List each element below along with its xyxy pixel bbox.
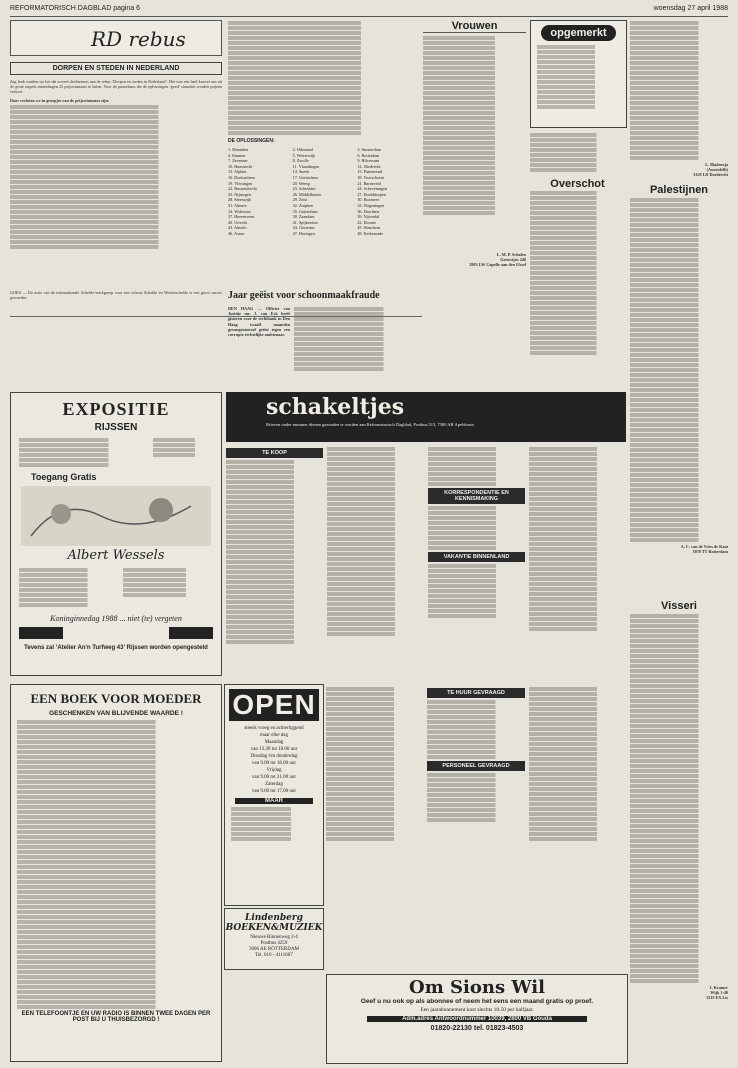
rebus-logo: [10, 20, 222, 56]
open-line-7: Vrijdag: [266, 768, 282, 773]
solution-item: 46. Assen: [228, 230, 245, 236]
solution-item: 30. Boxmeer: [357, 197, 379, 203]
sions-price: Een jaarabonnement kost slechts 18.50 per halfjaar.: [420, 1007, 534, 1013]
solution-item: 11. Vlaardingen: [292, 163, 320, 169]
exposition-footer: Tevens zal ‘Atelier An'n Turfweg 43’ Rijssen worden opengesteld: [24, 645, 208, 651]
solution-item: 18. Voorschoten: [357, 174, 385, 180]
schakeltjes-header: [226, 392, 626, 442]
overschot-body: [530, 191, 625, 355]
visseri-column: [630, 600, 728, 1062]
rebus-winners-head: Door verloten we in groepjes van de prijswinnaars zijn:: [10, 97, 110, 103]
open-hours: [225, 725, 323, 795]
opgemerkt-continued: [530, 133, 625, 172]
opgemerkt-byline: L. Bladeneja (Assendelft) 3329 LD Dordrecht: [693, 162, 728, 178]
solution-item: 8. Zwolle: [292, 158, 309, 164]
rebus-subtitle: DORPEN EN STEDEN IN NEDERLAND: [10, 62, 222, 75]
sions-address: Adm.adres Antwoordnummer 10039, 2800 VB Gouda: [367, 1016, 587, 1022]
solution-item: 38. Zaandam: [292, 214, 315, 220]
solution-item: 28. Steenwijk: [228, 197, 252, 203]
solution-item: 35. Goirachem: [292, 208, 318, 214]
boek-footer: EEN TELEFOONTJE EN UW RADIO IS BINNEN TWEE DAGEN PER POST BIJ U THUISBEZORGD !: [21, 1011, 211, 1023]
open-line-5: Dinsdag t/m donderdag: [250, 754, 298, 759]
solutions-head: DE OPLOSSINGEN:: [228, 138, 275, 144]
fraude-article: [228, 306, 422, 386]
solution-item: 32. Zutphen: [292, 202, 313, 208]
visseri-title: Visseri: [661, 600, 697, 612]
sions-phones: 01820-22130 tel. 01823-4503: [430, 1025, 524, 1032]
exposition-queen: Koninginnedag 1988 ... niet (te) vergeten: [50, 614, 182, 623]
solution-item: 42. Hoorne: [357, 219, 377, 225]
category-te-huur: TE HUUR GEVRAAGD: [427, 688, 524, 698]
solution-item: 31. Almere: [228, 202, 247, 208]
solution-item: 10. Haastrecht: [228, 163, 253, 169]
rebus-section: [10, 20, 222, 285]
fraude-title: Jaar geëist voor schoonmaakfraude: [228, 290, 380, 301]
palestijnen-body: [630, 198, 728, 542]
solution-item: 19. Vlissingen: [228, 180, 253, 186]
overschot-title: Overschot: [550, 178, 605, 190]
solution-item: 9. Hilversum: [357, 158, 380, 164]
solution-item: 33. Wageningen: [357, 202, 385, 208]
rebus-logo-text: RD rebus: [91, 27, 186, 51]
opgemerkt-title: opgemerkt: [541, 25, 616, 41]
palestijnen-title: Palestijnen: [649, 183, 709, 196]
solution-item: 12. Sliedrecht: [357, 163, 381, 169]
open-line-4: van 13.30 tot 18.00 uur: [250, 747, 298, 752]
vrouwen-title: Vrouwen: [423, 20, 526, 33]
palestijnen-byline: A. C. van de Vries de Kam 3078 TT Rotterdam: [680, 543, 728, 554]
solution-item: 15. Purmerend: [357, 169, 382, 175]
solution-item: 26. Middelharnis: [292, 191, 322, 197]
solution-item: 47. Horingen: [292, 230, 315, 236]
solution-item: 24. Scheveningen: [357, 186, 388, 192]
solution-item: 29. Zeist: [292, 197, 308, 203]
sions-ad: [326, 974, 628, 1064]
exposition-garden: Toegang Gratis: [31, 472, 97, 482]
right-column: [630, 20, 728, 565]
sions-title: Om Sions Wil: [409, 977, 545, 998]
schakeltjes-title: schakeltjes: [266, 394, 405, 420]
category-te-koop: TE KOOP: [226, 448, 323, 458]
open-line-2: maar elke dag: [259, 733, 289, 738]
rebus-prizes-list: [228, 21, 418, 135]
vrouwen-byline: L. M. P. Schalen Goeswijns 248 2903 LW Capelle aan den IJssel: [469, 252, 526, 268]
solution-item: 39. Nijverdal: [357, 214, 380, 220]
boek-title: EEN BOEK VOOR MOEDER: [30, 691, 202, 706]
opgemerkt-body: [531, 45, 626, 109]
exposition-ad: [10, 392, 222, 676]
solution-item: 25. Nijmegen: [228, 191, 251, 197]
solution-item: 6. Rotterdam: [357, 152, 380, 158]
open-line-10: van 9.00 tot 17.00 uur: [251, 789, 297, 794]
solution-item: 20. Weesp: [292, 180, 310, 186]
solution-item: 40. Utrecht: [228, 219, 247, 225]
vrouwen-body: [423, 36, 526, 215]
open-line-6: van 9.00 tot 18.00 uur: [251, 761, 297, 766]
visseri-byline: J. Kramer Wijk 1-40 3215 EX Lis: [706, 985, 728, 1001]
overschot-column: [530, 132, 625, 432]
open-line-3: Maandag: [264, 740, 284, 745]
solution-item: 17. Gorinchem: [292, 174, 318, 180]
exposition-brand: Albert Wessels: [67, 548, 165, 563]
opgemerkt-box: [530, 20, 627, 128]
right-top-text: [630, 21, 728, 160]
fraude-lede: DEN HAAG — Officier van Justitie mr. J. van Eck heeft gisteren voor de rechtbank in Den Haag twaalf maanden gevangenisstraf geëist tegen een corrupte rechtelijke ambtenaar.: [228, 306, 290, 338]
solution-item: 4. Emmen: [228, 152, 246, 158]
open-maar: MAAR: [235, 798, 313, 804]
solution-item: 23. Schiedam: [292, 186, 316, 192]
category-korrespondentie: KORRESPONDENTIE EN KENNISMAKING: [428, 488, 525, 504]
open-line-9: Zaterdag: [265, 782, 283, 787]
open-ad: [224, 684, 324, 906]
header-right: woensdag 27 april 1988: [653, 5, 728, 12]
henk-sievert-logo: [19, 627, 63, 639]
schakeltjes-lower: [326, 686, 626, 886]
goes-article: GOES — De actie van de internationale Schelde-werkgroep voor een schone Schelde en Westerschelde is een groot succes geworden.: [10, 290, 222, 301]
solution-item: 5. Wetterwijk: [292, 152, 316, 158]
open-line-8: van 9.00 tot 21.00 uur: [251, 775, 297, 780]
solution-item: 34. Wokerom: [228, 208, 251, 214]
visseri-body: [630, 614, 728, 983]
schakeltjes-banner: Brieven onder nummer dienen gezonden te worden aan Reformatorisch Dagblad, Postbus 513, 7300 AR Apeldoorn: [266, 422, 474, 427]
open-line-1: steeds vroeg en achterliggend: [244, 726, 304, 731]
solution-item: 37. Heerenveen: [228, 214, 255, 220]
sions-pitch: Geef u nu ook op als abonnee of neem het eens een maand gratis op proef.: [360, 998, 594, 1005]
lindenberg-address: Nieuwe Binnenweg 2-4 Postbus 4259 3006 AE ROTTERDAM Tel. 010 - 4111607: [249, 935, 299, 958]
solution-item: 44. Oosterim: [292, 225, 315, 231]
solution-item: 16. Doetinchem: [228, 174, 255, 180]
fraude-body: [294, 307, 422, 371]
vrouwen-column: [423, 20, 526, 248]
rebus-winners-list: [10, 105, 222, 249]
schakeltjes-section: [226, 392, 626, 682]
lindenberg-store: Lindenberg BOEKEN&MUZIEK: [225, 913, 323, 933]
category-personeel: PERSONEEL GEVRAAGD: [427, 761, 524, 771]
boek-body: [11, 720, 221, 1009]
boek-ad: [10, 684, 222, 1062]
lindenberg-ad: [224, 908, 324, 970]
solution-item: 43. Almelo: [228, 225, 247, 231]
solution-item: 48. Kerkenrade: [357, 230, 384, 236]
solution-item: 27. Hoofddorpen: [357, 191, 386, 197]
solution-item: 22. Bussendrecht: [228, 186, 257, 192]
exposition-place: RIJSSEN: [94, 422, 138, 433]
solution-item: 45. Wanchem: [357, 225, 381, 231]
solution-item: 41. Spijkenisse: [292, 219, 319, 225]
solution-item: 7. Zevenaar: [228, 158, 248, 164]
ooze-logo: [169, 627, 213, 639]
rebus-intro: Zag leuk vonden we het dat zoveel deelnemers aan de rebus ‘Dorpen en steden in Nederland’. Het was een heel karwei om uit de grote stapels inzendingen 25 prijswinnaars te halen. Voor de puzzelaars die de oplossingen ‘goed’ stuurden worden prijzen verloot.: [10, 79, 222, 95]
solution-item: 2. Orkinand: [292, 147, 313, 152]
solution-item: 14. Sneek: [292, 169, 310, 175]
boek-subtitle: GESCHENKEN VAN BLIJVENDE WAARDE !: [49, 710, 183, 717]
solution-item: 13. Alphen: [228, 169, 247, 175]
garden-illustration: [21, 486, 211, 546]
exposition-title: EXPOSITIE: [62, 399, 170, 419]
rebus-solutions: [228, 20, 418, 285]
solutions-grid: [228, 147, 418, 237]
solution-item: 3. Amsterdam: [357, 147, 381, 152]
solution-item: 1. Denaiden: [228, 147, 249, 152]
category-vakantie: VAKANTIE BINNENLAND: [428, 552, 525, 562]
page-header: [10, 4, 728, 17]
header-left: REFORMATORISCH DAGBLAD pagina 6: [10, 5, 141, 12]
open-title: OPEN: [229, 689, 319, 721]
solution-item: 36. Drachten: [357, 208, 379, 214]
solution-item: 21. Barneveld: [357, 180, 381, 186]
